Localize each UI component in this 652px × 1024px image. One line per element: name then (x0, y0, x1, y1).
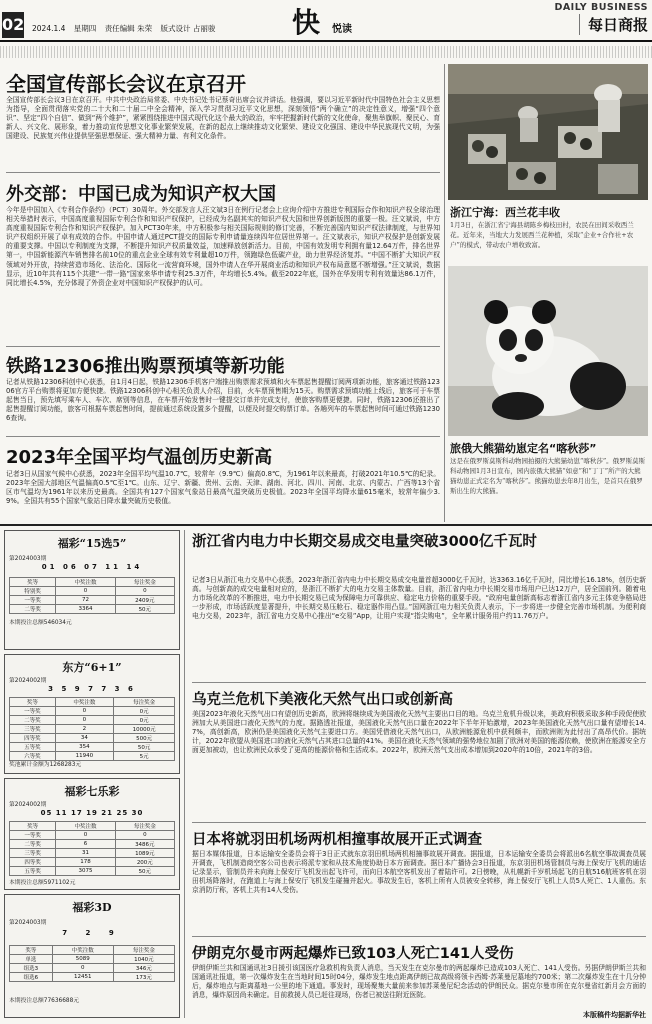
section-logo: 快 (292, 6, 321, 39)
lottery-qlc (4, 778, 180, 890)
column-divider (444, 64, 445, 522)
divider (6, 346, 440, 347)
table-cell: 200元 (115, 858, 174, 867)
lottery-numbers: 7 2 9 (62, 929, 122, 937)
divider (192, 682, 646, 683)
table-cell: 一等奖 (10, 831, 56, 840)
table-cell: 六等奖 (10, 752, 56, 761)
lottery-issue: 第2024002期 (9, 678, 47, 684)
table-cell: 奖等 (10, 698, 56, 707)
table-cell: 每注奖金 (115, 822, 174, 831)
table-cell: 0 (55, 707, 114, 716)
table-cell: 2409元 (115, 596, 174, 605)
divider (192, 822, 646, 823)
table-cell: 0 (55, 716, 114, 725)
table-cell: 一等奖 (10, 596, 56, 605)
header-info (32, 23, 221, 34)
table-cell: 0 (56, 587, 115, 596)
lottery-pool: 奖池累计金额为1268283元 (9, 762, 82, 768)
headline-propaganda-meeting: 全国宣传部长会议在京召开 (6, 72, 246, 96)
table-cell: 72 (56, 596, 115, 605)
table-cell: 1089元 (115, 849, 174, 858)
table-cell: 173元 (113, 973, 174, 982)
headline-ip-power: 外交部：中国已成为知识产权大国 (6, 184, 276, 205)
table-cell: 3486元 (115, 840, 174, 849)
article-propaganda-meeting: 全国宣传部长会议3日在京召开。中共中央政治局常委、中央书记处书记蔡奇出席会议并讲话。他强调，要以习近平新时代中国特色社会主义思想为指导，全面贯彻落实党的二十大和二十届二中全会精神，深入学习贯彻习近平文化思想，深刻领悟“两个确立”的决定性意义，增强“四个意识”、坚定“四个自信”、做到“两个维护”，紧紧围绕推进中国式现代化这个最大的政治，牢牢把握新时代新的文化使命，聚焦举旗帜、聚民心、育新人、兴文化、展形象，着力推动宣传思想文化事业繁荣发展，在新的起点上继续推动文化繁荣、建设文化强国、建设中华民族现代文明，为强国建设、民族复兴伟业提供坚强思想保证、强大精神力量、有利文化条件。 (6, 96, 440, 141)
table-cell: 二等奖 (10, 605, 56, 614)
photo-text-panda: 这是在俄罗斯莫斯科动物园拍摄的大熊猫幼崽“喀秋莎”。俄罗斯莫斯科动物园1月3日宣布，园内旅俄大熊猫“如意”和“丁丁”所产的大熊猫幼崽正式定名为“喀秋莎”。熊猫幼崽去年8月出生，是首只在俄罗斯出生的大熊猫。 (450, 457, 646, 495)
table-cell: 2 (55, 725, 114, 734)
lottery-table (9, 821, 175, 876)
table-cell: 1040元 (113, 955, 174, 964)
headline-haneda-collision: 日本将就羽田机场两机相撞事故展开正式调查 (192, 832, 482, 848)
table-cell: 中奖注数 (56, 822, 115, 831)
divider (192, 936, 646, 937)
article-kerman-explosion: 伊朗伊斯兰共和国通讯社3日援引该国医疗急救机构负责人消息，当天发生在克尔曼市的两起爆炸已造成103人死亡、141人受伤。另据伊朗伊斯兰共和国通讯社报道，第一次爆炸发生在当地时间15时04分，爆炸发生地点距离伊朗已故高级将领卡西姆·苏莱曼尼墓地约700米；第二次爆炸发生在十几分钟后，爆炸地点与距离墓地一公里的地下通道。事发时，现场聚集大量前来参加苏莱曼尼纪念活动的伊朗民众。据克尔曼市所在克尔曼省红新月会方面的消息，爆炸原因尚未确定。目前救援人员已赶往现场，伤者已被送往附近医院。 (192, 964, 646, 1000)
table-cell: 0元 (114, 716, 175, 725)
lottery-fc15x5 (4, 530, 180, 650)
table-cell: 组选3 (10, 964, 53, 973)
table-cell: 每注奖金 (114, 698, 175, 707)
table-cell: 0元 (114, 707, 175, 716)
masthead: 每日商报 (579, 14, 648, 35)
section-divider (0, 524, 652, 526)
lottery-table (9, 697, 175, 761)
lottery-sales: 本期投注总额5971102元 (9, 880, 76, 886)
table-cell: 346元 (113, 964, 174, 973)
table-cell: 5元 (114, 752, 175, 761)
table-cell: 三等奖 (10, 725, 56, 734)
lottery-numbers: 01 06 07 11 14 (41, 563, 143, 571)
lottery-title: 福彩七乐彩 (64, 785, 120, 798)
table-cell: 11940 (55, 752, 114, 761)
table-cell: 中奖注数 (56, 578, 115, 587)
table-cell: 二等奖 (10, 716, 56, 725)
table-cell: 中奖注数 (52, 946, 113, 955)
headline-railway-12306: 铁路12306推出购票预填等新功能 (6, 356, 285, 377)
table-cell: 每注奖金 (113, 946, 174, 955)
decorative-band (0, 46, 652, 58)
divider (6, 172, 440, 173)
table-cell: 奖等 (10, 578, 56, 587)
lottery-sales: 本期投注总额77636688元 (9, 998, 80, 1004)
lottery-east61 (4, 654, 180, 774)
lottery-sales: 本期投注总额546034元 (9, 620, 72, 626)
table-cell: 奖等 (10, 822, 56, 831)
photo-text-broccoli: 1月3日，在浙江省宁海县胡陈乡梅枝田村，农民在田间采收西兰花。近年来，当地大力发展西兰花种植，采取“企业+合作社+农户”的模式，带动农户增收致富。 (450, 221, 634, 249)
lottery-title: 福彩3D (72, 901, 112, 914)
table-cell: 0 (115, 587, 174, 596)
panda-cub-photo (448, 266, 648, 436)
table-cell: 特别奖 (10, 587, 56, 596)
table-cell: 一等奖 (10, 707, 56, 716)
lottery-issue: 第2024003期 (9, 556, 47, 562)
headline-zhejiang-power: 浙江省内电力中长期交易成交电量突破3000亿千瓦时 (192, 534, 537, 550)
table-cell: 50元 (115, 605, 174, 614)
table-cell: 四等奖 (10, 734, 56, 743)
table-cell: 31 (56, 849, 115, 858)
designer: 版式设计 占丽骏 (160, 24, 216, 33)
page-header (0, 0, 652, 42)
table-cell: 中奖注数 (55, 698, 114, 707)
column-divider (184, 530, 185, 1018)
table-cell: 五等奖 (10, 743, 56, 752)
table-cell: 354 (55, 743, 114, 752)
broccoli-harvest-photo (448, 64, 648, 200)
article-us-lng: 美国2023年液化天然气出口有望创历史新高，欧洲将继续成为美国液化天然气主要出口目的地。乌克兰危机升级以来，美政府积极采取多种手段促使欧洲加大从美国进口液化天然气的力度。据路透社报道，美国液化天然气出口量在2022年下半年开始激增，2023年美国液化天然气出口量有望增长14.7%，高创新高，欧洲仍是美国液化天然气主要进口方。美国凭借液化天然气出口，从欧洲能源危机中获利颇丰，而欧洲则为此付出了高昂代价。据统计，2022年欧盟从美国进口的液化天然气占其进口总量的41%。美国在液化天然气领域的强势地位加剧了欧洲对美国的能源依赖，使欧洲在能源安全方面更加被动，也让欧洲民众承受了更高的能源价格和生活成本。2022年，欧洲天然气支出成本增加到2020年的10倍，2021年的3倍。 (192, 710, 646, 755)
table-cell: 50元 (114, 743, 175, 752)
issue-weekday: 星期四 (73, 24, 97, 33)
article-temperature-record: 记者3日从国家气候中心获悉，2023年全国平均气温10.7℃，较常年（9.9℃）偏高0.8℃，为1961年以来最高，打破2021年10.5℃的纪录。2023年全国大部地区气温偏高0.5℃至1℃。山东、辽宁、新疆、贵州、云南、天津、湖南、河北、四川、河南、北京、内蒙古、广西等13个省区市气温均为1961年以来历史最高。全国共有127个国家气象站日最高气温突破历史极值。2023年全国平均降水量615毫米，较常年偏少3.9%。全国共有55个国家气象站日降水量突破历史极值。 (6, 470, 440, 506)
table-cell: 12451 (52, 973, 113, 982)
headline-kerman-explosion: 伊朗克尔曼市两起爆炸已致103人死亡141人受伤 (192, 946, 514, 962)
table-cell: 34 (55, 734, 114, 743)
table-cell: 五等奖 (10, 867, 56, 876)
lottery-table (9, 577, 175, 614)
table-cell: 奖等 (10, 946, 53, 955)
masthead-english: DAILY BUSINESS (554, 2, 648, 13)
lottery-table (9, 945, 175, 982)
lottery-title: 福彩“15选5” (57, 537, 127, 550)
table-cell: 0 (52, 964, 113, 973)
issue-date: 2024.1.4 (32, 24, 66, 33)
page-number: 02 (2, 12, 24, 38)
table-cell: 三等奖 (10, 849, 56, 858)
section-name: 悦读 (332, 24, 352, 35)
article-ip-power: 今年是中国加入《专利合作条约》（PCT）30周年。外交部发言人汪文斌3日在例行记者会上应询介绍中方推进专利国际合作和知识产权全球治理相关举措时表示，中国高度重视国际专利合作和知识产权保护，已经成为名副其实的知识产权大国和世界创新版图的重要一极。汪文斌说，中方高度重视国际专利合作和知识产权保护。加入PCT30年来，中方积极参与相关国际规则的修订完善，不断完善国内知识产权法律制度，与世界知识产权组织开展了卓有成效的合作。中国申请人通过PCT提交的国际专利申请量连续四年位居世界第一。汪文斌表示，知识产权保护是创新发展的重要支撑。中国以专利制度为支撑，不断提升知识产权质量效益，加速释放创新活力。目前，中国有效发明专利拥有量12.64万件，排名世界第一，中国新能源汽车销售排名前10位的重点企业全球有效专利量超10万件，领跑绿色低碳产业，助力世界经济复苏。“中国不断扩大知识产权领域对外开放，持续营造市场化、法治化、国际化一流营商环境，国外申请人在华开展商业活动和知识产权布局意愿不断增强。”汪文斌说，数据显示，近10年共有115个共建“一带一路”国家来华申请专利25.3万件，年均增长5.4%。截至2022年底，国外在华发明专利有效量达86.1万件，同比增长4.5%，充分体现了外资企业对中国知识产权保护的认可。 (6, 206, 440, 287)
table-cell: 5089 (52, 955, 113, 964)
source-credit: 本版稿件均据新华社 (583, 1011, 646, 1019)
table-cell: 组选6 (10, 973, 53, 982)
table-cell: 四等奖 (10, 858, 56, 867)
headline-us-lng: 乌克兰危机下美液化天然气出口或创新高 (192, 692, 453, 708)
table-cell: 二等奖 (10, 840, 56, 849)
lottery-issue: 第2024002期 (9, 802, 47, 808)
table-cell: 单选 (10, 955, 53, 964)
editor: 责任编辑 朱荣 (104, 24, 153, 33)
table-cell: 6 (56, 840, 115, 849)
table-cell: 500元 (114, 734, 175, 743)
headline-temperature-record: 2023年全国平均气温创历史新高 (6, 447, 273, 468)
photo-caption-panda: 旅俄大熊猫幼崽定名“喀秋莎” (450, 442, 597, 455)
table-cell: 0 (115, 831, 174, 840)
table-cell: 每注奖金 (115, 578, 174, 587)
lottery-fc3d (4, 894, 180, 1018)
divider (6, 436, 440, 437)
table-cell: 3364 (56, 605, 115, 614)
article-haneda-collision: 据日本媒体报道，日本运输安全委员会将于3日正式就东京羽田机场两机相撞事故展开调查。据报道，日本运输安全委员会将派出6名航空事故调查员展开调查，飞机制造商空客公司也表示将派专家和从技术角度协助日本方面调查。据日本广播协会3日报道，东京羽田机场管制员与海上保安厅飞机的通话记录显示，管制员并未向海上保安厅飞机发出起飞许可，而向日本航空客机发出了着陆许可。2日傍晚，从札幌新千岁机场起飞的日航516航班客机在羽田机场降落时，在跑道上与海上保安厅飞机发生碰撞并起火。事故发生后，客机上所有人员被安全转移，海上保安厅飞机上人员5人死亡、1人重伤。东京消防厅称，客机上共有14人受伤。 (192, 850, 646, 895)
lottery-numbers: 05 11 17 19 21 25 30 (40, 809, 144, 817)
article-railway-12306: 记者从铁路12306科创中心获悉，自1月4日起，铁路12306手机客户端推出购票需求预填和火车票起售提醒订阅两项新功能，旅客通过铁路12306官方平台购票将更加方便快捷。铁路12306科创中心相关负责人介绍，目前，火车票预售期为15天。购票需求预填功能上线后，旅客可于车票起售当日，预先填写乘车人、车次、席别等信息，在车票开始发售时一键提交订单并完成支付，使旅客购票更便捷。同时，铁路12306还推出了起售提醒订阅功能，旅客可根据车票起售时间，提前通过系统设置多个提醒，以便及时提交购票订单。各趟列车的车票起售时间可通过铁路12306查询。 (6, 378, 440, 423)
table-cell: 178 (56, 858, 115, 867)
article-zhejiang-power: 记者3日从浙江电力交易中心获悉，2023年浙江省内电力中长期交易成交电量首超3000亿千瓦时，达3363.16亿千瓦时，同比增长16.18%，创历史新高。与创新高的成交电量相对应的，是浙江不断扩大的电力交易主体数量。目前，浙江省内电力中长期交易市场用户已达12万户，居全国前列。随着电力市场化改革的不断推进，电力中长期交易已成为保障电力可靠供应、稳定电力价格的重要手段。“政府电量创新高标志着浙江省内多元主体竞争格局进一步形成，市场活跃度显著提升，中长期交易压舱石、稳定器作用凸显。”国网浙江电力相关负责人表示，下一步将进一步健全完善市场机制。为便利商电力交易，2023年，浙江省电力交易中心推出“e交易”App，让用户实现“指尖购电”，全年累计服务用户约11.76万户。 (192, 576, 646, 621)
photo-caption-broccoli: 浙江宁海：西兰花丰收 (450, 206, 560, 219)
table-cell: 0 (56, 831, 115, 840)
lottery-issue: 第2024003期 (9, 920, 47, 926)
table-cell: 10000元 (114, 725, 175, 734)
table-cell: 3075 (56, 867, 115, 876)
lottery-title: 东方“6+1” (62, 661, 122, 674)
lottery-numbers: 3 5 9 7 7 3 6 (48, 685, 136, 693)
table-cell: 50元 (115, 867, 174, 876)
